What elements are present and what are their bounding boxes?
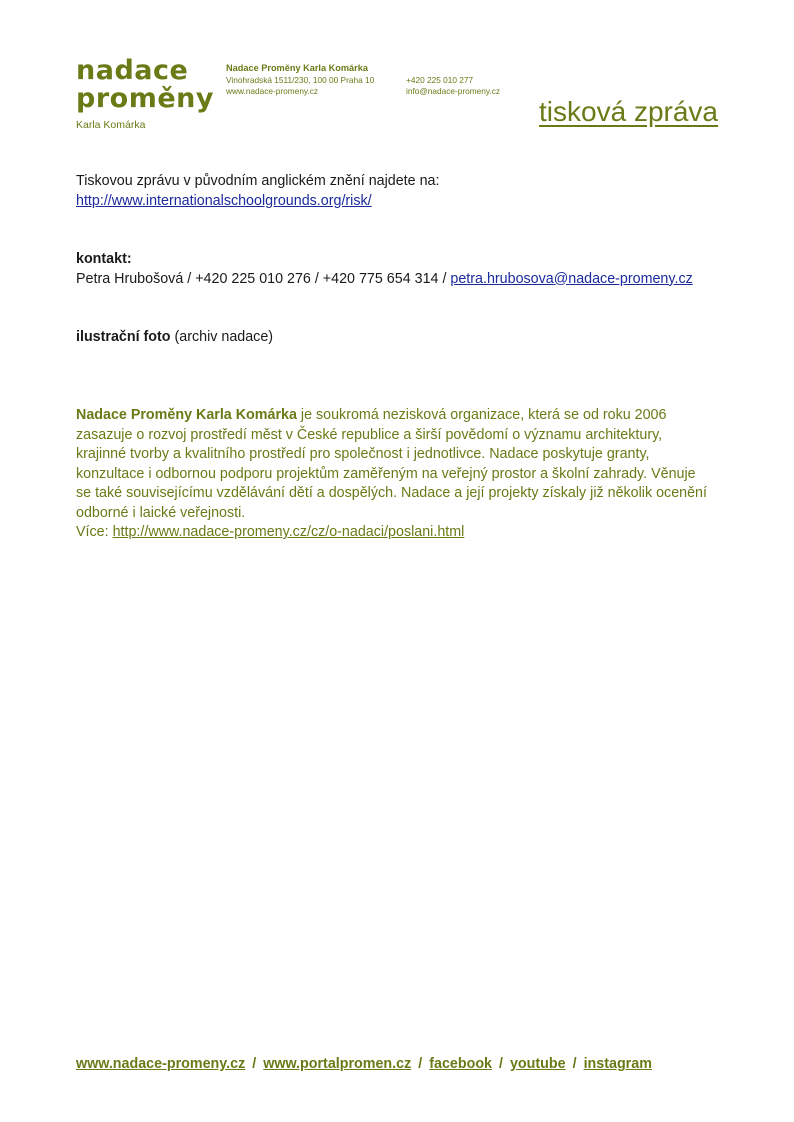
org-address: Vinohradská 1511/230, 100 00 Praha 10 <box>226 75 375 85</box>
press-release-title: tisková zpráva <box>539 96 718 127</box>
photo-label: ilustrační foto <box>76 329 171 345</box>
footer-link-facebook[interactable]: facebook <box>429 1056 492 1072</box>
contact-email-link[interactable]: petra.hrubosova@nadace-promeny.cz <box>450 270 693 287</box>
about-section <box>76 406 707 543</box>
contact-label: kontakt: <box>76 251 132 267</box>
photo-note: (archiv nadace) <box>170 329 274 345</box>
org-contact <box>406 75 500 97</box>
about-line: se také souvisejícímu vzdělávání dětí a dospělých. Nadace a její projekty získaly již několik ocenění <box>76 485 707 501</box>
contact-section <box>76 250 693 289</box>
about-more-link[interactable]: http://www.nadace-promeny.cz/cz/o-nadaci/poslani.html <box>112 524 465 540</box>
about-line: je soukromá nezisková organizace, která se od roku 2006 <box>296 407 667 423</box>
footer-link-portal[interactable]: www.portalpromen.cz <box>263 1056 412 1072</box>
original-text: Tiskovou zprávu v původním anglickém znění najdete na: <box>76 173 440 189</box>
about-line: zasazuje o rozvoj prostředí měst v České republice a širší povědomí o významu architektury, <box>76 426 663 443</box>
contact-details: Petra Hrubošová / +420 225 010 276 / +420 775 654 314 / <box>76 270 451 287</box>
org-info <box>226 63 374 97</box>
about-line: konzultace i odbornou podporu projektům zaměřeným na veřejný prostor a školní zahrady. Věnuje <box>76 465 696 482</box>
original-section <box>76 172 439 211</box>
photo-section <box>76 328 273 348</box>
original-link[interactable]: http://www.internationalschoolgrounds.org/risk/ <box>76 192 372 209</box>
footer-separator: / <box>418 1056 423 1072</box>
footer-separator: / <box>572 1056 577 1072</box>
about-line: krajinné tvorby a kvalitního prostředí pro společnost i jednotlivce. Nadace poskytuje granty, <box>76 446 650 462</box>
org-phone: +420 225 010 277 <box>406 75 474 85</box>
logo-line-1: nadace <box>76 55 189 86</box>
footer-link-youtube[interactable]: youtube <box>509 1056 566 1072</box>
org-email: info@nadace-promeny.cz <box>406 86 501 96</box>
org-name: Nadace Proměny Karla Komárka <box>226 63 368 73</box>
foundation-logo <box>76 57 214 131</box>
about-name: Nadace Proměny Karla Komárka <box>76 407 297 423</box>
footer-links <box>76 1056 652 1072</box>
footer-link-instagram[interactable]: instagram <box>583 1056 652 1072</box>
footer-link-web[interactable]: www.nadace-promeny.cz <box>76 1056 246 1072</box>
logo-line-2: proměny <box>76 83 214 114</box>
footer-separator: / <box>252 1056 257 1072</box>
footer-separator: / <box>499 1056 503 1072</box>
about-line: odborné i laické veřejnosti. <box>76 504 246 521</box>
org-web: www.nadace-promeny.cz <box>226 86 319 96</box>
logo-line-3: Karla Komárka <box>76 119 146 131</box>
about-more-label: Více: <box>76 524 113 540</box>
